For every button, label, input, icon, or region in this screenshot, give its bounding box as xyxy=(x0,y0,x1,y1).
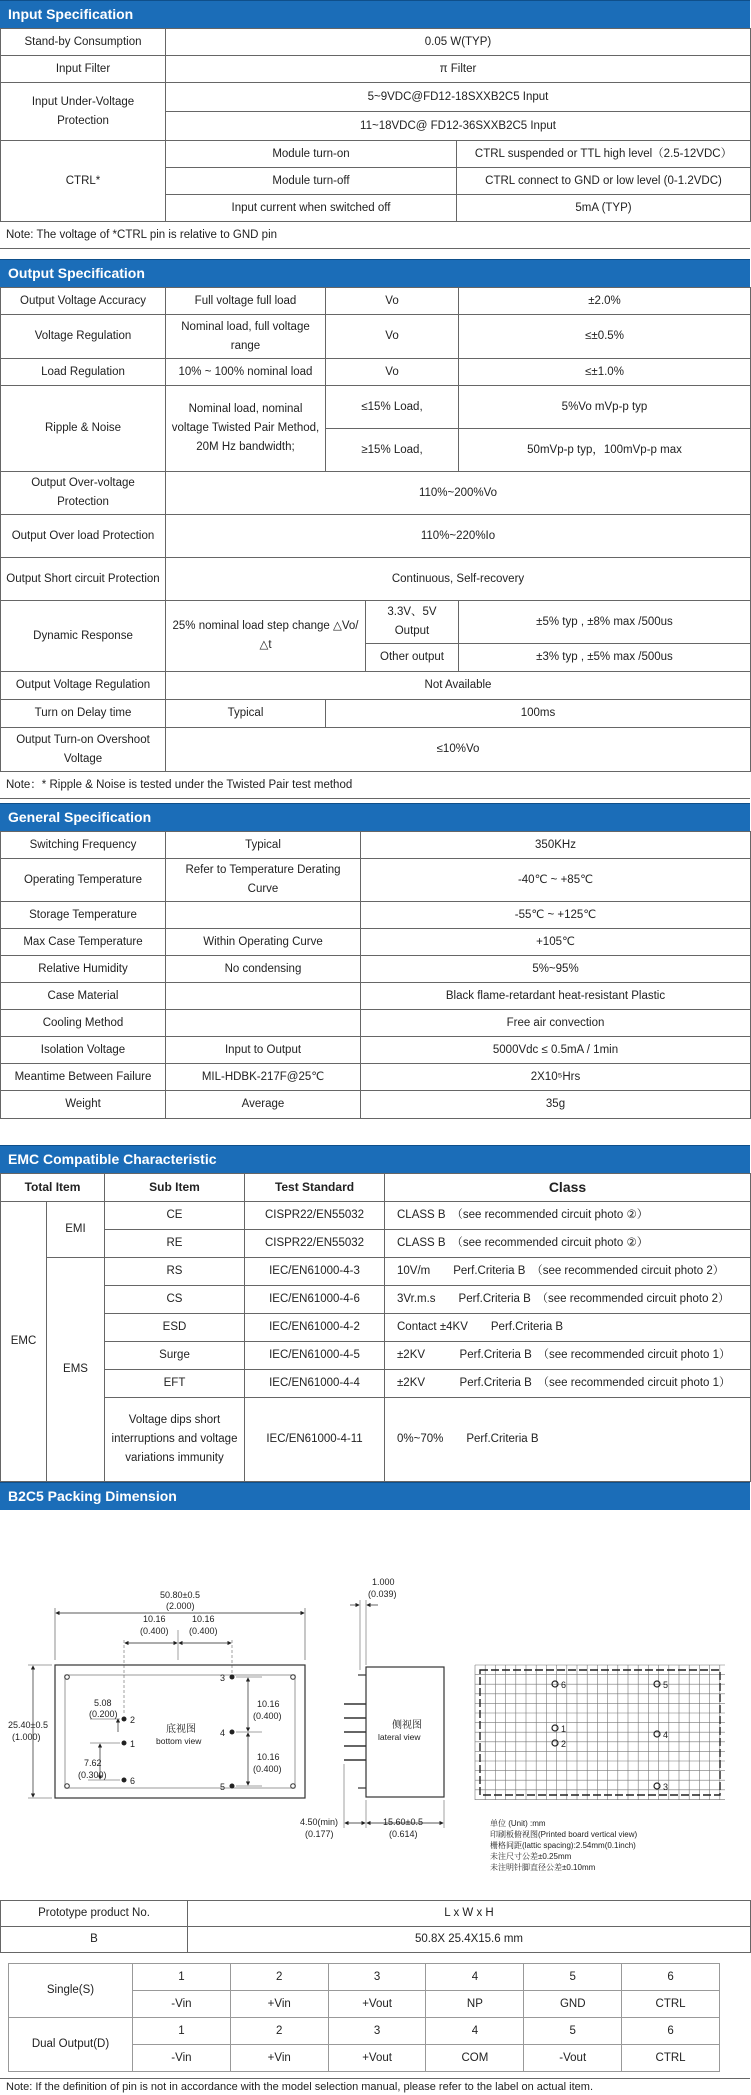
uvp-value-2: 11~18VDC@ FD12-36SXXB2C5 Input xyxy=(166,112,751,141)
accuracy-unit: Vo xyxy=(326,288,459,315)
input-spec-table xyxy=(0,28,751,222)
output-spec-header: Output Specification xyxy=(0,259,750,287)
general-row xyxy=(1,859,751,902)
dual-label: Dual Output(D) xyxy=(9,2018,133,2072)
general-value: 35g xyxy=(361,1091,751,1119)
general-cond: Input to Output xyxy=(166,1037,361,1064)
pin-table-wrap xyxy=(0,1953,750,2079)
ems-sub: ESD xyxy=(105,1314,245,1342)
emc-total: EMC xyxy=(1,1202,47,1482)
packing-note: 单位 (Unit) :mm xyxy=(490,1819,546,1828)
olp-value: 110%~220%Io xyxy=(166,515,751,558)
general-value: 2X10⁵Hrs xyxy=(361,1064,751,1091)
grid-pin-label: 4 xyxy=(663,1730,669,1740)
bottom-pin-label: 6 xyxy=(130,1776,136,1786)
general-cond: MIL-HDBK-217F@25℃ xyxy=(166,1064,361,1091)
pin-number: 6 xyxy=(622,2018,720,2045)
general-label: Case Material xyxy=(1,983,166,1010)
general-spec-table xyxy=(0,831,751,1119)
dim-pitch-2: 10.16 xyxy=(192,1614,215,1624)
general-label: Operating Temperature xyxy=(1,859,166,902)
standby-value: 0.05 W(TYP) xyxy=(166,29,751,56)
emi-standard: CISPR22/EN55032 xyxy=(245,1230,385,1258)
pin-4-dot xyxy=(230,1730,235,1735)
emc-table xyxy=(0,1173,751,1482)
single-label: Single(S) xyxy=(9,1964,133,2018)
ripple-value-a: 5%Vo mVp-p typ xyxy=(459,386,751,429)
filter-value: π Filter xyxy=(166,56,751,83)
pin-number: 1 xyxy=(133,1964,231,1991)
emc-header-sub: Sub Item xyxy=(105,1174,245,1202)
emi-sub: RE xyxy=(105,1230,245,1258)
dual-pin: +Vout xyxy=(328,2045,426,2072)
pin-number: 4 xyxy=(426,2018,524,2045)
dim-508-in: (0.200) xyxy=(89,1709,118,1719)
grid-pin-label: 3 xyxy=(663,1782,669,1792)
dim-lead-in: (0.177) xyxy=(305,1829,334,1839)
ripple-cond-b: ≥15% Load, xyxy=(326,429,459,472)
dim-right-1: 10.16 xyxy=(257,1699,280,1709)
grid-pin-label: 5 xyxy=(663,1680,669,1690)
proto-b: B xyxy=(1,1927,188,1953)
grid-pin-label: 1 xyxy=(561,1724,567,1734)
ctrl-cond-1: Module turn-on xyxy=(166,141,457,168)
prototype-table xyxy=(0,1900,751,1953)
dim-762: 7.62 xyxy=(84,1758,102,1768)
ems-standard: IEC/EN61000-4-5 xyxy=(245,1342,385,1370)
ems-sub: CS xyxy=(105,1286,245,1314)
dual-pin: +Vin xyxy=(230,2045,328,2072)
ems-standard: IEC/EN61000-4-2 xyxy=(245,1314,385,1342)
pin-number: 3 xyxy=(328,1964,426,1991)
pin-3-dot xyxy=(230,1675,235,1680)
packing-note: 印刷板俯视图(Printed board vertical view) xyxy=(490,1830,638,1839)
dimension-drawing xyxy=(0,1510,750,1872)
dim-right-1-in: (0.400) xyxy=(253,1711,282,1721)
vreg-value: ≤±0.5% xyxy=(459,315,751,359)
general-value: -40℃ ~ +85℃ xyxy=(361,859,751,902)
bottom-pin-label: 1 xyxy=(130,1739,136,1749)
delay-value: 100ms xyxy=(326,700,751,728)
dim-width: 50.80±0.5 xyxy=(160,1590,200,1600)
ems-class: ±2KV Perf.Criteria B （see recommended circuit photo 1） xyxy=(385,1370,751,1398)
emc-header-total: Total Item xyxy=(1,1174,105,1202)
single-pin: NP xyxy=(426,1991,524,2018)
overshoot-label: Output Turn-on Overshoot Voltage xyxy=(1,728,166,772)
single-pin: -Vin xyxy=(133,1991,231,2018)
olp-label: Output Over load Protection xyxy=(1,515,166,558)
pin-number: 5 xyxy=(524,1964,622,1991)
pin-number: 1 xyxy=(133,2018,231,2045)
general-label: Relative Humidity xyxy=(1,956,166,983)
ctrl-label: CTRL* xyxy=(1,141,166,222)
general-row xyxy=(1,929,751,956)
general-row xyxy=(1,902,751,929)
general-row xyxy=(1,1010,751,1037)
ovp-value: 110%~200%Vo xyxy=(166,472,751,515)
general-row xyxy=(1,956,751,983)
dynamic-label: Dynamic Response xyxy=(1,601,166,672)
dim-right-2-in: (0.400) xyxy=(253,1764,282,1774)
single-pin: CTRL xyxy=(622,1991,720,2018)
grid-pin-label: 2 xyxy=(561,1739,567,1749)
dynamic-cond-b: Other output xyxy=(366,644,459,672)
dual-pin: -Vin xyxy=(133,2045,231,2072)
ems-class: 0%~70% Perf.Criteria B xyxy=(385,1398,751,1482)
ems-sub: RS xyxy=(105,1258,245,1286)
ems-label: EMS xyxy=(47,1258,105,1482)
pin-2-dot xyxy=(122,1717,127,1722)
dim-pitch-2-in: (0.400) xyxy=(189,1626,218,1636)
pcb-grid xyxy=(475,1665,725,1800)
general-label: Meantime Between Failure xyxy=(1,1064,166,1091)
general-value: 5%~95% xyxy=(361,956,751,983)
grid-pin-label: 6 xyxy=(561,1680,567,1690)
bottom-view-en: bottom view xyxy=(156,1736,202,1746)
pin-number: 3 xyxy=(328,2018,426,2045)
footer-note: Note: If the definition of pin is not in accordance with the model selection manual, please refer to the label on actual item. xyxy=(6,2081,594,2093)
ems-standard: IEC/EN61000-4-4 xyxy=(245,1370,385,1398)
general-label: Isolation Voltage xyxy=(1,1037,166,1064)
dual-pin: CTRL xyxy=(622,2045,720,2072)
ripple-value-b: 50mVp-p typ，100mVp-p max xyxy=(459,429,751,472)
dim-762-in: (0.300) xyxy=(78,1770,107,1780)
general-cond: Typical xyxy=(166,832,361,859)
emi-class: CLASS B （see recommended circuit photo ②） xyxy=(385,1202,751,1230)
general-value: Black flame-retardant heat-resistant Plastic xyxy=(361,983,751,1010)
accuracy-label: Output Voltage Accuracy xyxy=(1,288,166,315)
ems-standard: IEC/EN61000-4-3 xyxy=(245,1258,385,1286)
ems-standard: IEC/EN61000-4-11 xyxy=(245,1398,385,1482)
dim-right-2: 10.16 xyxy=(257,1752,280,1762)
single-pin: +Vin xyxy=(230,1991,328,2018)
bottom-pin-label: 2 xyxy=(130,1715,136,1725)
pin-number: 2 xyxy=(230,1964,328,1991)
vreg-cond: Nominal load, full voltage range xyxy=(166,315,326,359)
accuracy-value: ±2.0% xyxy=(459,288,751,315)
general-cond xyxy=(166,983,361,1010)
delay-cond: Typical xyxy=(166,700,326,728)
lateral-view-en: lateral view xyxy=(378,1732,421,1742)
general-value: 350KHz xyxy=(361,832,751,859)
dual-pin: COM xyxy=(426,2045,524,2072)
ctrl-value-2: CTRL connect to GND or low level (0-1.2VDC) xyxy=(457,168,751,195)
single-pin: GND xyxy=(524,1991,622,2018)
dim-width-in: (2.000) xyxy=(166,1601,195,1611)
dim-pin: 1.000 xyxy=(372,1577,395,1587)
general-value: 5000Vdc ≤ 0.5mA / 1min xyxy=(361,1037,751,1064)
vreg-unit: Vo xyxy=(326,315,459,359)
scp-label: Output Short circuit Protection xyxy=(1,558,166,601)
general-cond: Within Operating Curve xyxy=(166,929,361,956)
general-value: Free air convection xyxy=(361,1010,751,1037)
ems-class: 10V/m Perf.Criteria B （see recommended circuit photo 2） xyxy=(385,1258,751,1286)
proto-dims-label: L x W x H xyxy=(188,1901,751,1927)
oreg-value: Not Available xyxy=(166,672,751,700)
packing-note: 未注明针脚直径公差±0.10mm xyxy=(490,1863,596,1872)
oreg-label: Output Voltage Regulation xyxy=(1,672,166,700)
general-row xyxy=(1,1037,751,1064)
emi-standard: CISPR22/EN55032 xyxy=(245,1202,385,1230)
dim-lead: 4.50(min) xyxy=(300,1817,339,1827)
general-label: Switching Frequency xyxy=(1,832,166,859)
pin-number: 4 xyxy=(426,1964,524,1991)
pin-number: 2 xyxy=(230,2018,328,2045)
packing-header: B2C5 Packing Dimension xyxy=(0,1482,750,1510)
standby-label: Stand-by Consumption xyxy=(1,29,166,56)
general-label: Cooling Method xyxy=(1,1010,166,1037)
input-spec-header: Input Specification xyxy=(0,0,750,28)
packing-note: 未注尺寸公差±0.25mm xyxy=(490,1852,572,1861)
packing-note: 栅格间距(lattic spacing):2.54mm(0.1inch) xyxy=(490,1841,636,1850)
ems-sub: Voltage dips short interruptions and voltage variations immunity xyxy=(105,1398,245,1482)
dynamic-value-a: ±5% typ , ±8% max /500us xyxy=(459,601,751,644)
pin-table xyxy=(8,1963,720,2072)
ripple-label: Ripple & Noise xyxy=(1,386,166,472)
ctrl-cond-3: Input current when switched off xyxy=(166,195,457,222)
ems-class: ±2KV Perf.Criteria B （see recommended circuit photo 1） xyxy=(385,1342,751,1370)
dynamic-cond-a: 3.3V、5V Output xyxy=(366,601,459,644)
ctrl-value-1: CTRL suspended or TTL high level（2.5-12VDC） xyxy=(457,141,751,168)
general-label: Max Case Temperature xyxy=(1,929,166,956)
general-cond: Refer to Temperature Derating Curve xyxy=(166,859,361,902)
pin-6-dot xyxy=(122,1778,127,1783)
pin-number: 5 xyxy=(524,2018,622,2045)
dim-pitch-1: 10.16 xyxy=(143,1614,166,1624)
dim-height: 25.40±0.5 xyxy=(8,1720,48,1730)
lreg-cond: 10% ~ 100% nominal load xyxy=(166,359,326,386)
dynamic-value-b: ±3% typ , ±5% max /500us xyxy=(459,644,751,672)
pin-1-dot xyxy=(122,1741,127,1746)
dim-508: 5.08 xyxy=(94,1698,112,1708)
dim-height-in: (1.000) xyxy=(12,1732,41,1742)
packing-drawing xyxy=(0,1510,750,1872)
proto-label: Prototype product No. xyxy=(1,1901,188,1927)
emc-header-class: Class xyxy=(385,1174,751,1202)
dynamic-cond: 25% nominal load step change △Vo/△t xyxy=(166,601,366,672)
lateral-view-cn: 侧视图 xyxy=(392,1720,422,1731)
single-pin: +Vout xyxy=(328,1991,426,2018)
lreg-label: Load Regulation xyxy=(1,359,166,386)
emi-label: EMI xyxy=(47,1202,105,1258)
ems-class: Contact ±4KV Perf.Criteria B xyxy=(385,1314,751,1342)
general-spec-header: General Specification xyxy=(0,803,750,831)
input-note: Note: The voltage of *CTRL pin is relative to GND pin xyxy=(0,222,750,249)
bottom-pin-label: 5 xyxy=(220,1782,226,1792)
ems-sub: Surge xyxy=(105,1342,245,1370)
bottom-view-cn: 底视图 xyxy=(166,1724,196,1735)
uvp-value-1: 5~9VDC@FD12-18SXXB2C5 Input xyxy=(166,83,751,112)
overshoot-value: ≤10%Vo xyxy=(166,728,751,772)
general-cond: No condensing xyxy=(166,956,361,983)
ctrl-value-3: 5mA (TYP) xyxy=(457,195,751,222)
filter-label: Input Filter xyxy=(1,56,166,83)
ems-class: 3Vr.m.s Perf.Criteria B （see recommended circuit photo 2） xyxy=(385,1286,751,1314)
ovp-label: Output Over-voltage Protection xyxy=(1,472,166,515)
accuracy-cond: Full voltage full load xyxy=(166,288,326,315)
general-label: Weight xyxy=(1,1091,166,1119)
proto-b-value: 50.8X 25.4X15.6 mm xyxy=(188,1927,751,1953)
general-value: +105℃ xyxy=(361,929,751,956)
vreg-label: Voltage Regulation xyxy=(1,315,166,359)
dim-pitch-1-in: (0.400) xyxy=(140,1626,169,1636)
lreg-value: ≤±1.0% xyxy=(459,359,751,386)
pin-5-dot xyxy=(230,1784,235,1789)
ems-standard: IEC/EN61000-4-6 xyxy=(245,1286,385,1314)
general-label: Storage Temperature xyxy=(1,902,166,929)
ripple-cond: Nominal load, nominal voltage Twisted Pair Method, 20M Hz bandwidth; xyxy=(166,386,326,472)
emi-sub: CE xyxy=(105,1202,245,1230)
output-spec-table xyxy=(0,287,751,772)
general-cond xyxy=(166,1010,361,1037)
general-value: -55℃ ~ +125℃ xyxy=(361,902,751,929)
output-note: Note：* Ripple & Noise is tested under the Twisted Pair test method xyxy=(0,772,750,799)
dual-pin: -Vout xyxy=(524,2045,622,2072)
general-cond: Average xyxy=(166,1091,361,1119)
delay-label: Turn on Delay time xyxy=(1,700,166,728)
lreg-unit: Vo xyxy=(326,359,459,386)
emc-header-standard: Test Standard xyxy=(245,1174,385,1202)
emi-class: CLASS B （see recommended circuit photo ②） xyxy=(385,1230,751,1258)
bottom-pin-label: 3 xyxy=(220,1673,226,1683)
ems-sub: EFT xyxy=(105,1370,245,1398)
general-row xyxy=(1,832,751,859)
ripple-cond-a: ≤15% Load, xyxy=(326,386,459,429)
ctrl-cond-2: Module turn-off xyxy=(166,168,457,195)
general-row xyxy=(1,1091,751,1119)
pin-number: 6 xyxy=(622,1964,720,1991)
dim-depth-in: (0.614) xyxy=(389,1829,418,1839)
uvp-label: Input Under-Voltage Protection xyxy=(1,83,166,141)
general-row xyxy=(1,1064,751,1091)
dim-depth: 15.60±0.5 xyxy=(383,1817,423,1827)
general-cond xyxy=(166,902,361,929)
dim-pin-in: (0.039) xyxy=(368,1589,397,1599)
bottom-pin-label: 4 xyxy=(220,1728,226,1738)
general-row xyxy=(1,983,751,1010)
scp-value: Continuous, Self-recovery xyxy=(166,558,751,601)
emc-header: EMC Compatible Characteristic xyxy=(0,1145,750,1173)
